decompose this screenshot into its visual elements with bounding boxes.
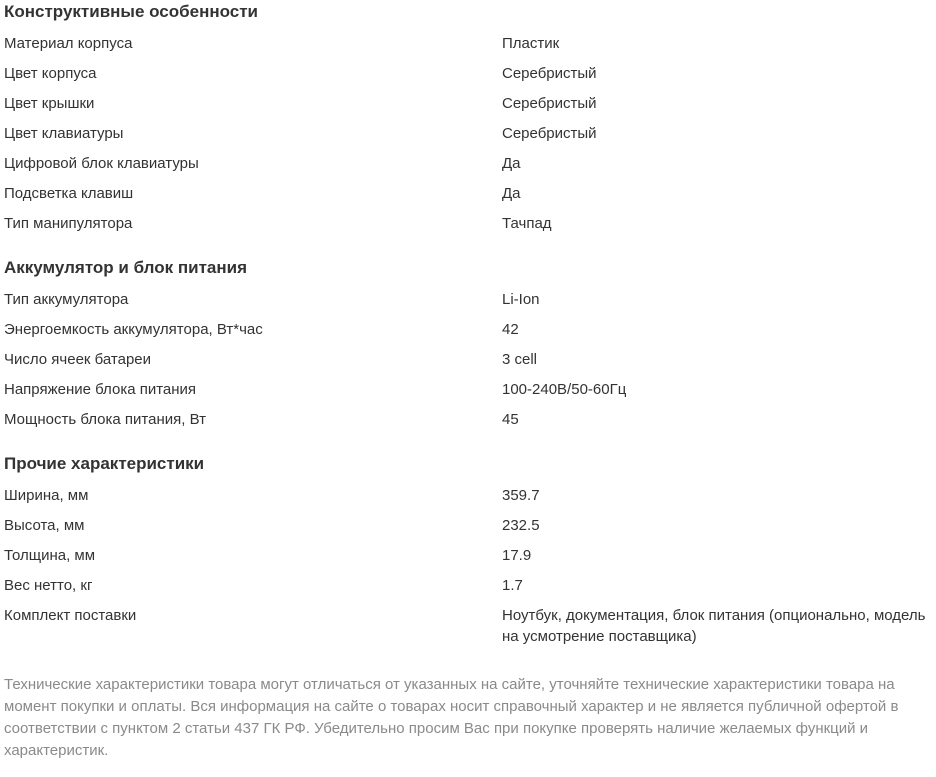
disclaimer-text: Технические характеристики товара могут отличаться от указанных на сайте, уточняйте технические характеристики товара на момент покупки и оплаты. Вся информация на сайте о товарах носит справочный характер и не является публичной офертой в соответствии с пунктом 2 статьи 437 ГК РФ. Убедительно просим Вас при покупке проверять наличие желаемых функций и характеристик.: [4, 676, 899, 759]
spec-row-pointing-device: [4, 213, 932, 243]
spec-label: Комплект поставки: [4, 607, 137, 624]
spec-label: Тип манипулятора: [4, 215, 133, 232]
spec-value: Серебристый: [502, 95, 597, 112]
spec-label: Толщина, мм: [4, 547, 96, 564]
section-title: Аккумулятор и блок питания: [4, 258, 247, 277]
spec-row-psu-voltage: [4, 379, 932, 409]
section-battery-power: [4, 256, 932, 439]
spec-label: Вес нетто, кг: [4, 577, 93, 594]
spec-list: [4, 33, 932, 243]
spec-value: 42: [502, 321, 519, 338]
spec-row-psu-power: [4, 409, 932, 439]
spec-label: Энергоемкость аккумулятора, Вт*час: [4, 321, 263, 338]
spec-label: Подсветка клавиш: [4, 185, 134, 202]
spec-label: Тип аккумулятора: [4, 291, 129, 308]
spec-value: 45: [502, 411, 519, 428]
spec-value: Да: [502, 155, 521, 172]
spec-label: Число ячеек батареи: [4, 351, 152, 368]
section-title: Конструктивные особенности: [4, 2, 259, 21]
spec-row-keyboard-color: [4, 123, 932, 153]
spec-value: 1.7: [502, 577, 523, 594]
spec-row-width: [4, 485, 932, 515]
spec-value: Пластик: [502, 35, 560, 52]
spec-row-thickness: [4, 545, 932, 575]
spec-value: Серебристый: [502, 125, 597, 142]
spec-label: Напряжение блока питания: [4, 381, 197, 398]
spec-value: 359.7: [502, 487, 540, 504]
spec-row-body-color: [4, 63, 932, 93]
spec-value: Да: [502, 185, 521, 202]
spec-row-lid-color: [4, 93, 932, 123]
spec-row-numpad: [4, 153, 932, 183]
spec-value: Ноутбук, документация, блок питания (опционально, модель на усмотрение поставщика): [502, 607, 926, 645]
spec-value: Li-Ion: [502, 291, 540, 308]
spec-row-backlight: [4, 183, 932, 213]
specifications-panel: [4, 0, 932, 777]
spec-label: Ширина, мм: [4, 487, 89, 504]
spec-row-battery-cells: [4, 349, 932, 379]
spec-value: 232.5: [502, 517, 540, 534]
spec-label: Цифровой блок клавиатуры: [4, 155, 199, 172]
spec-row-weight: [4, 575, 932, 605]
spec-label: Мощность блока питания, Вт: [4, 411, 206, 428]
section-construction: [4, 0, 932, 243]
spec-list: [4, 485, 932, 647]
spec-value: 3 cell: [502, 351, 538, 368]
spec-list: [4, 289, 932, 439]
section-other: [4, 452, 932, 647]
spec-value: 100-240В/50-60Гц: [502, 381, 627, 398]
spec-label: Высота, мм: [4, 517, 85, 534]
spec-row-battery-capacity: [4, 319, 932, 349]
spec-row-battery-type: [4, 289, 932, 319]
spec-row-height: [4, 515, 932, 545]
section-title: Прочие характеристики: [4, 454, 205, 473]
spec-value: Тачпад: [502, 215, 552, 232]
spec-label: Материал корпуса: [4, 35, 133, 52]
spec-value: Серебристый: [502, 65, 597, 82]
spec-row-package-contents: [4, 605, 932, 647]
spec-label: Цвет корпуса: [4, 65, 97, 82]
spec-label: Цвет крышки: [4, 95, 95, 112]
spec-label: Цвет клавиатуры: [4, 125, 124, 142]
spec-value: 17.9: [502, 547, 532, 564]
spec-row-body-material: [4, 33, 932, 63]
